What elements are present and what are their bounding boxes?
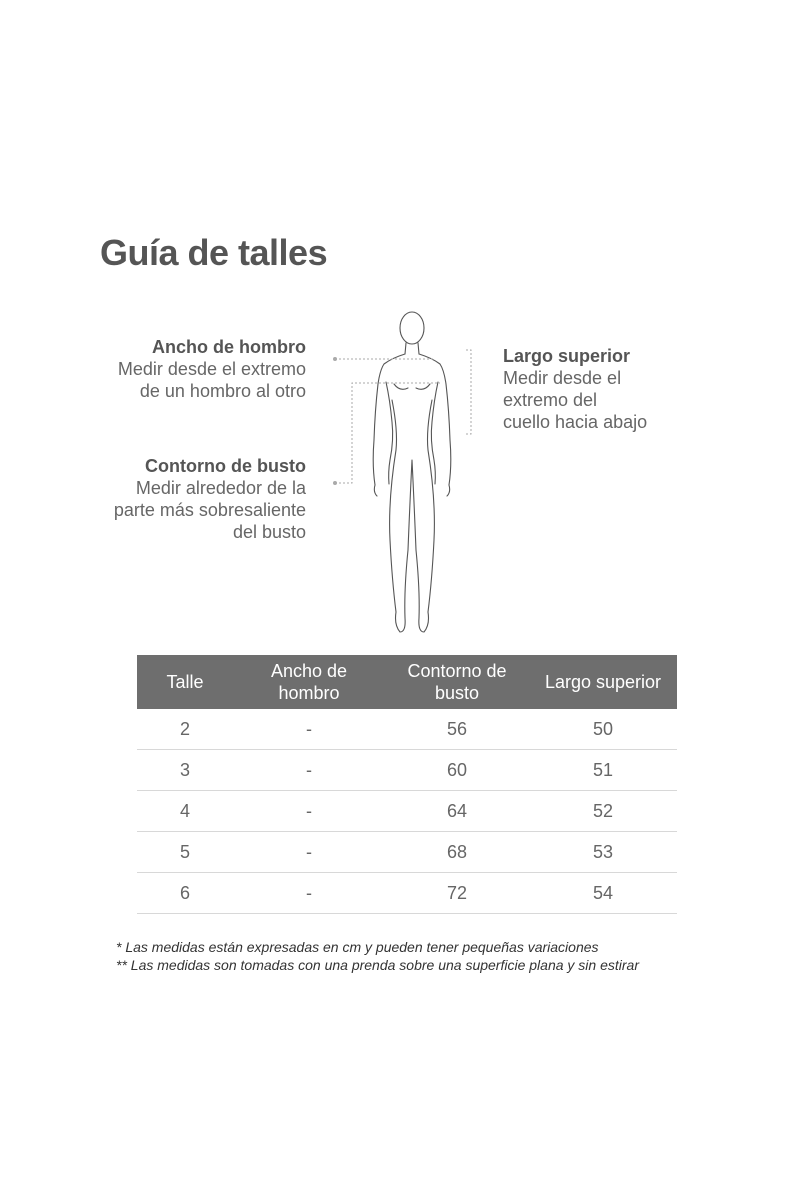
- shoulder-measure-label: [86, 336, 306, 402]
- bust-description: Medir alrededor de la parte más sobresaliente del busto: [113, 478, 306, 542]
- shoulder-guide-dot: [333, 357, 337, 361]
- table-row: [137, 750, 677, 791]
- cell-bust: 72: [385, 873, 529, 914]
- header-size: Talle: [137, 655, 233, 709]
- cell-bust: 60: [385, 750, 529, 791]
- table-row: [137, 832, 677, 873]
- bust-guide-line: [335, 383, 440, 483]
- figure-legs: [390, 450, 435, 632]
- cell-length: 50: [529, 709, 677, 750]
- cell-shoulder-width: -: [233, 873, 385, 914]
- cell-shoulder-width: -: [233, 791, 385, 832]
- table-header-row: [137, 655, 677, 709]
- header-length: Largo superior: [529, 655, 677, 709]
- shoulder-heading: Ancho de hombro: [152, 337, 306, 357]
- cell-bust: 64: [385, 791, 529, 832]
- figure-bust: [394, 384, 430, 389]
- table-row: [137, 791, 677, 832]
- length-guide-line: [466, 350, 471, 434]
- header-shoulder-width: Ancho de hombro: [233, 655, 385, 709]
- length-heading: Largo superior: [503, 346, 631, 366]
- length-measure-label: [503, 345, 703, 433]
- shoulder-description: Medir desde el extremo de un hombro al otro: [117, 359, 306, 401]
- cell-bust: 68: [385, 832, 529, 873]
- cell-shoulder-width: -: [233, 709, 385, 750]
- header-bust: Contorno de busto: [385, 655, 529, 709]
- cell-shoulder-width: -: [233, 832, 385, 873]
- footnote-2: ** Las medidas son tomadas con una prenda sobre una superficie plana y sin estirar: [116, 957, 639, 973]
- cell-size: 3: [137, 750, 233, 791]
- figure-waist: [392, 400, 432, 450]
- cell-size: 6: [137, 873, 233, 914]
- figure-hands: [374, 485, 449, 496]
- cell-length: 52: [529, 791, 677, 832]
- size-chart-table: [137, 655, 677, 914]
- table-row: [137, 873, 677, 914]
- figure-neck: [405, 343, 419, 354]
- cell-length: 51: [529, 750, 677, 791]
- cell-length: 53: [529, 832, 677, 873]
- bust-heading: Contorno de busto: [145, 456, 306, 476]
- footnotes: [116, 938, 736, 974]
- cell-size: 4: [137, 791, 233, 832]
- cell-shoulder-width: -: [233, 750, 385, 791]
- figure-head: [400, 312, 424, 344]
- footnote-1: * Las medidas están expresadas en cm y pueden tener pequeñas variaciones: [116, 939, 599, 955]
- cell-bust: 56: [385, 709, 529, 750]
- cell-size: 2: [137, 709, 233, 750]
- body-figure-illustration: [320, 300, 490, 640]
- length-description: Medir desde el extremo del cuello hacia abajo: [503, 368, 648, 432]
- bust-guide-dot: [333, 481, 337, 485]
- cell-size: 5: [137, 832, 233, 873]
- page-title: Guía de talles: [100, 232, 328, 273]
- bust-measure-label: [66, 455, 306, 543]
- table-row: [137, 709, 677, 750]
- cell-length: 54: [529, 873, 677, 914]
